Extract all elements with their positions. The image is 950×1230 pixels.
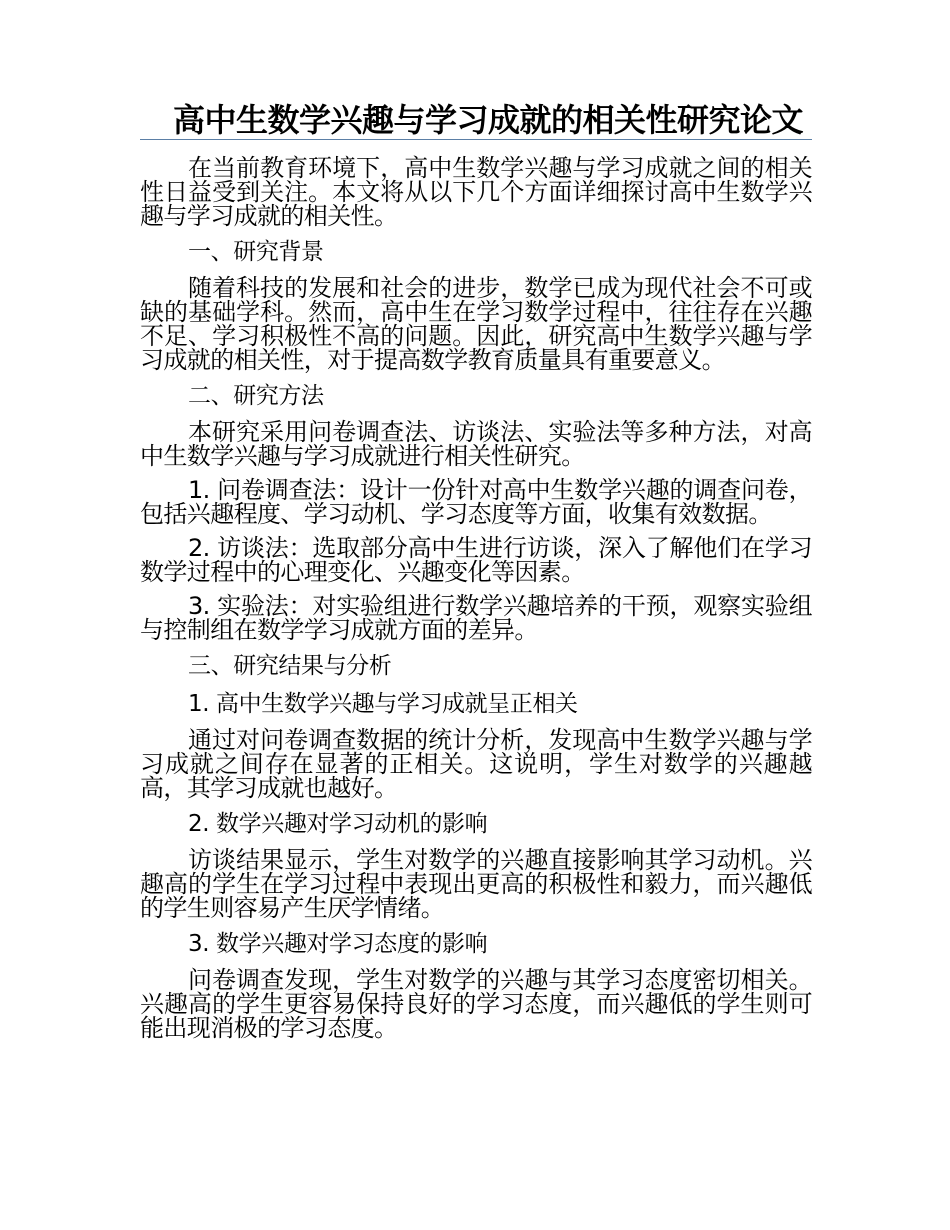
background-paragraph: 随着科技的发展和社会的进步，数学已成为现代社会不可或缺的基础学科。然而，高中生在学习数学过程中，往往存在兴趣不足、学习积极性不高的问题。因此，研究高中生数学兴趣与学习成就的相关性，对于提高数学教育质量具有重要意义。 [140, 274, 812, 374]
subheading-motivation: 2. 数学兴趣对学习动机的影响 [188, 811, 488, 837]
positive-correlation-paragraph: 通过对问卷调查数据的统计分析，发现高中生数学兴趣与学习成就之间存在显著的正相关。这说明，学生对数学的兴趣越高，其学习成就也越好。 [140, 726, 812, 802]
document-page [140, 100, 812, 1050]
attitude-paragraph: 问卷调查发现，学生对数学的兴趣与其学习态度密切相关。兴趣高的学生更容易保持良好的学习态度，而兴趣低的学生则可能出现消极的学习态度。 [140, 966, 812, 1042]
section-heading-methods: 二、研究方法 [188, 383, 324, 409]
section-heading-background: 一、研究背景 [188, 239, 324, 265]
methods-paragraph: 本研究采用问卷调查法、访谈法、实验法等多种方法，对高中生数学兴趣与学习成就进行相关性研究。 [140, 418, 812, 470]
motivation-paragraph: 访谈结果显示，学生对数学的兴趣直接影响其学习动机。兴趣高的学生在学习过程中表现出更高的积极性和毅力，而兴趣低的学生则容易产生厌学情绪。 [140, 846, 812, 922]
method-experiment-paragraph: 3. 实验法：对实验组进行数学兴趣培养的干预，观察实验组与控制组在数学学习成就方面的差异。 [140, 592, 812, 644]
subheading-positive-correlation: 1. 高中生数学兴趣与学习成就呈正相关 [188, 691, 578, 717]
title-underline [140, 139, 812, 140]
intro-paragraph: 在当前教育环境下，高中生数学兴趣与学习成就之间的相关性日益受到关注。本文将从以下几个方面详细探讨高中生数学兴趣与学习成就的相关性。 [140, 154, 812, 230]
document-title: 高中生数学兴趣与学习成就的相关性研究论文 [172, 101, 803, 139]
subheading-attitude: 3. 数学兴趣对学习态度的影响 [188, 931, 488, 957]
method-interview-paragraph: 2. 访谈法：选取部分高中生进行访谈，深入了解他们在学习数学过程中的心理变化、兴趣变化等因素。 [140, 534, 812, 586]
section-heading-results: 三、研究结果与分析 [188, 653, 392, 679]
method-questionnaire-paragraph: 1. 问卷调查法：设计一份针对高中生数学兴趣的调查问卷，包括兴趣程度、学习动机、学习态度等方面，收集有效数据。 [140, 476, 812, 528]
